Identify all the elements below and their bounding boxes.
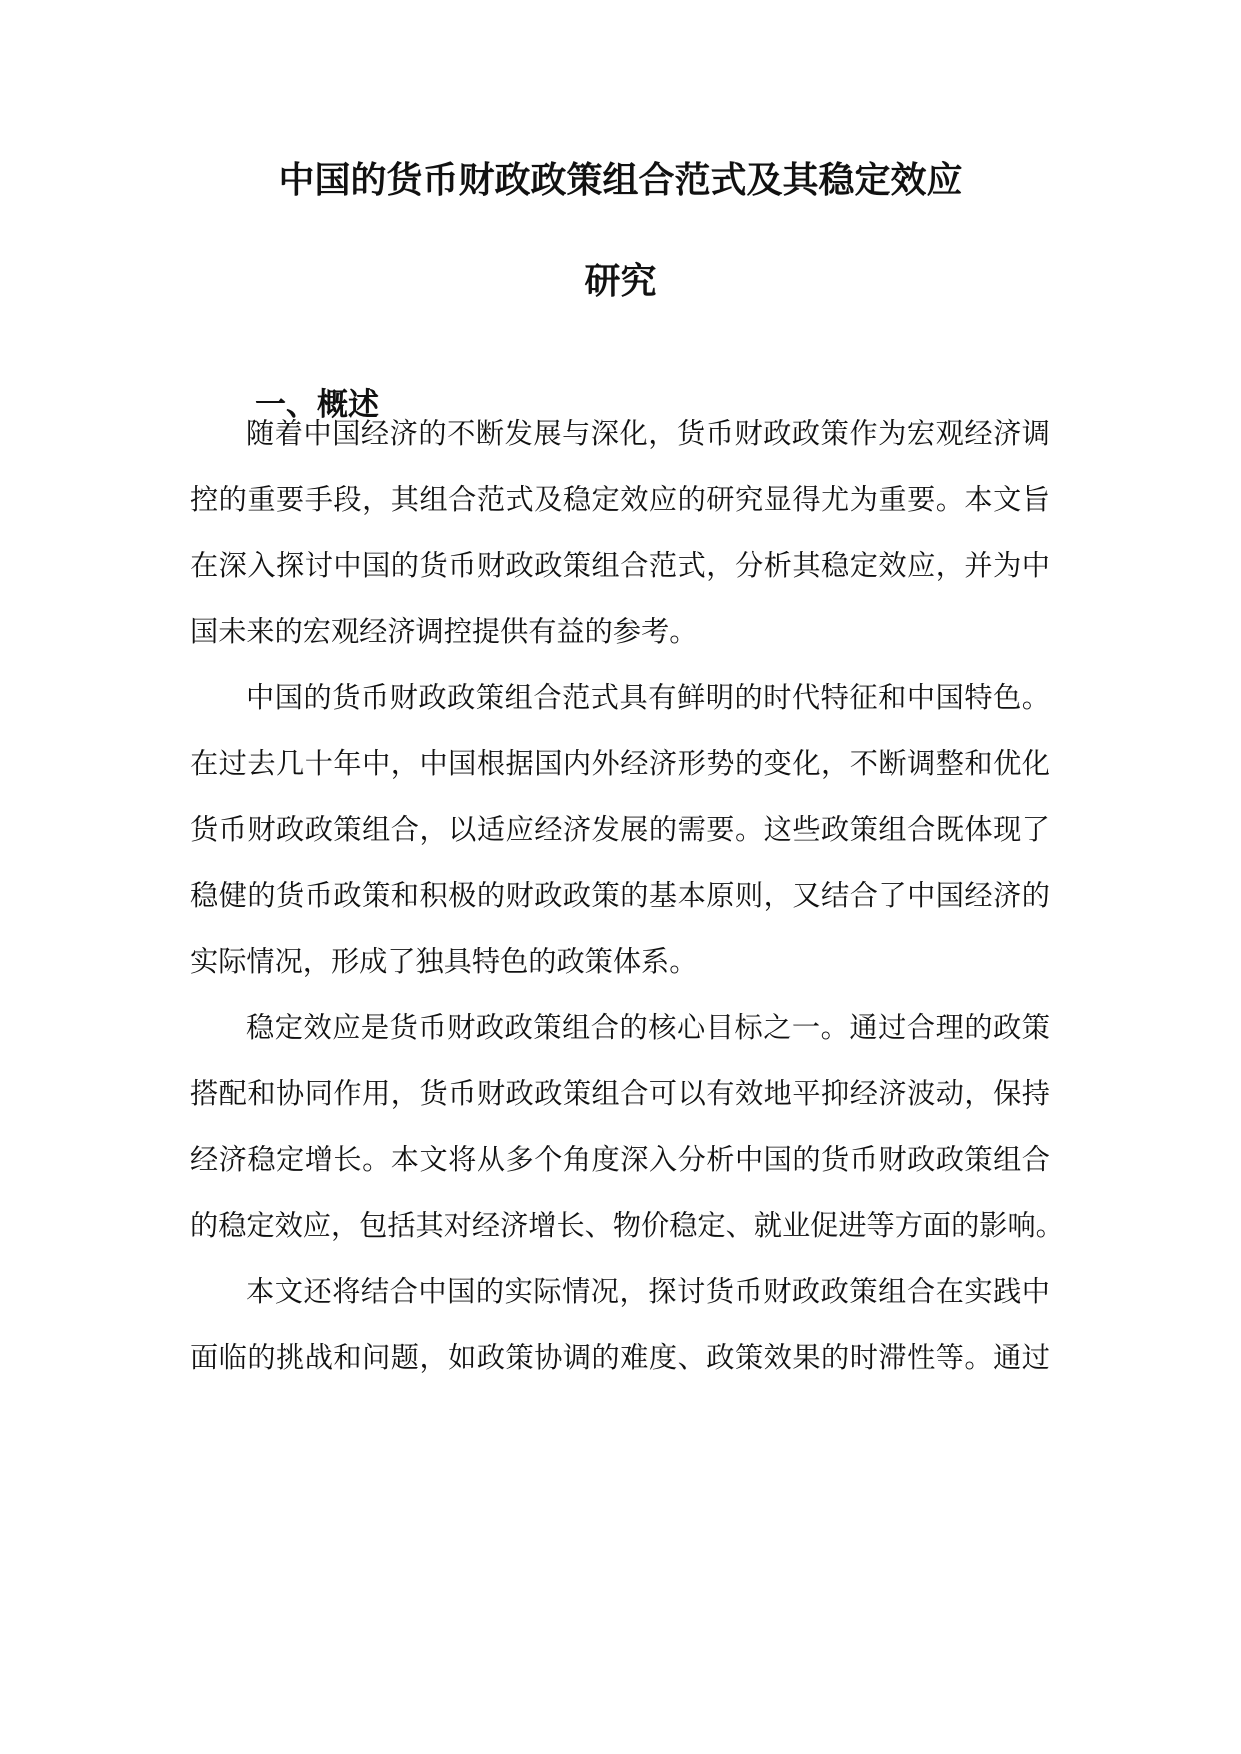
paragraph-line: 在过去几十年中，中国根据国内外经济形势的变化，不断调整和优化: [190, 747, 1050, 780]
paragraph-line: 国未来的宏观经济调控提供有益的参考。: [190, 615, 698, 648]
document-title-line-2: 研究: [584, 260, 657, 302]
paragraph-line: 实际情况，形成了独具特色的政策体系。: [190, 945, 698, 978]
paragraph-line: 的稳定效应，包括其对经济增长、物价稳定、就业促进等方面的影响。: [190, 1209, 1064, 1242]
document-title-line-1: 中国的货币财政政策组合范式及其稳定效应: [278, 159, 963, 201]
paragraph-line: 在深入探讨中国的货币财政政策组合范式，分析其稳定效应，并为中: [190, 549, 1050, 582]
paragraph-line: 搭配和协同作用，货币财政政策组合可以有效地平抑经济波动，保持: [190, 1077, 1050, 1110]
paragraph-line: 控的重要手段，其组合范式及稳定效应的研究显得尤为重要。本文旨: [190, 483, 1050, 516]
paragraph-line: 货币财政政策组合，以适应经济发展的需要。这些政策组合既体现了: [190, 813, 1050, 846]
paragraph-line: 中国的货币财政政策组合范式具有鲜明的时代特征和中国特色。: [246, 681, 1050, 714]
paragraph-line: 稳定效应是货币财政政策组合的核心目标之一。通过合理的政策: [246, 1011, 1050, 1044]
paragraph-line: 面临的挑战和问题，如政策协调的难度、政策效果的时滞性等。通过: [190, 1341, 1050, 1374]
paragraph-line: 随着中国经济的不断发展与深化，货币财政政策作为宏观经济调: [246, 417, 1050, 450]
section-heading: 一、概述: [255, 387, 379, 423]
paragraph-line: 本文还将结合中国的实际情况，探讨货币财政政策组合在实践中: [246, 1275, 1050, 1308]
paragraph-line: 经济稳定增长。本文将从多个角度深入分析中国的货币财政政策组合: [190, 1143, 1050, 1176]
paragraph-line: 稳健的货币政策和积极的财政政策的基本原则，又结合了中国经济的: [190, 879, 1050, 912]
